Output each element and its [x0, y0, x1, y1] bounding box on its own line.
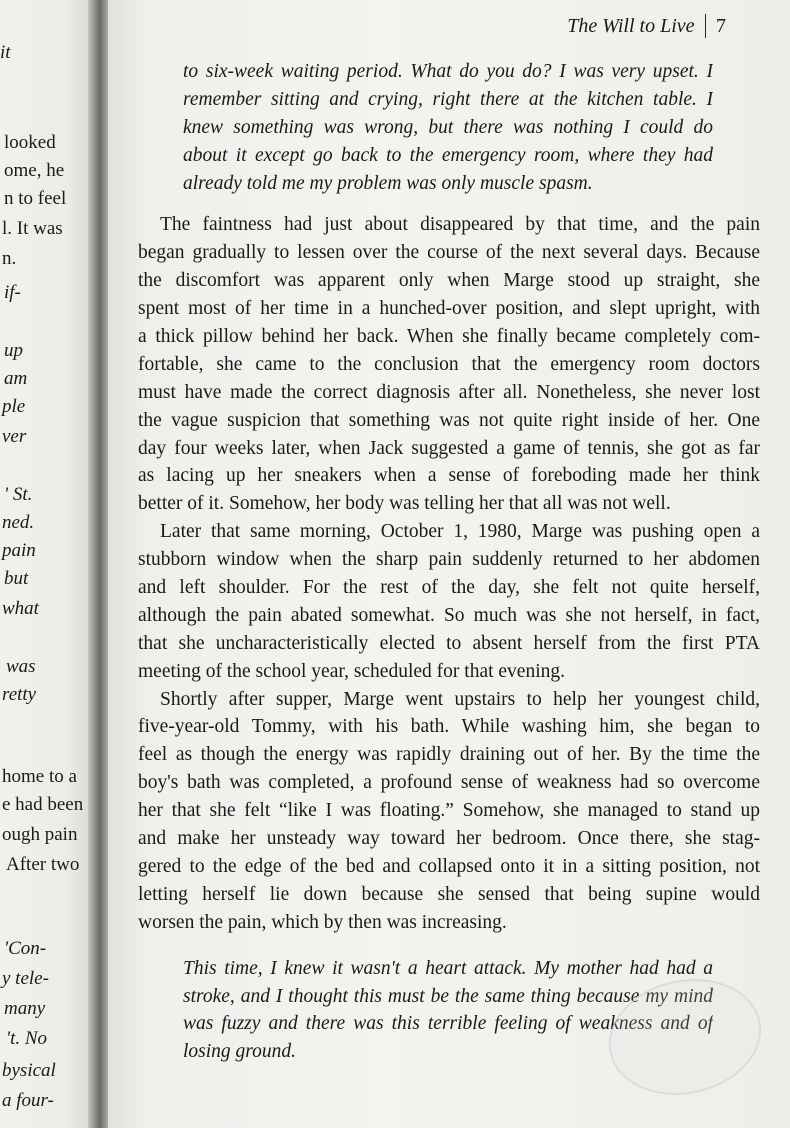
text-line: stubborn window when the sharp pain suddenly returned to her abdomen: [138, 549, 760, 571]
facing-page-text: ' St.: [4, 484, 33, 505]
text-line: that she uncharacteristically elected to absent herself from the first PTA: [138, 632, 760, 654]
paragraph-3: [138, 686, 760, 937]
facing-page-text: l. It was: [2, 218, 63, 239]
facing-page-text: ver: [2, 426, 27, 447]
text-line: better of it. Somehow, her body was telling her that all was not well.: [138, 493, 671, 515]
text-line: This time, I knew it wasn't a heart attack. My mother had had a: [183, 957, 713, 979]
text-line: remember sitting and crying, right there at the kitchen table. I: [183, 88, 713, 110]
text-line: to six-week waiting period. What do you do? I was very upset. I: [183, 61, 713, 82]
text-line: day four weeks later, when Jack suggested a game of tennis, she got as far: [138, 437, 760, 459]
facing-page-text: many: [4, 998, 46, 1019]
facing-page-text: ough pain: [2, 824, 78, 845]
text-line: her that she felt “like I was floating.” Somehow, she managed to stand up: [138, 800, 760, 822]
text-line: about it except go back to the emergency room, where they had: [183, 144, 713, 166]
text-line: stroke, and I thought this must be the same thing because my mind: [183, 985, 713, 1007]
text-line: losing ground.: [183, 1041, 297, 1063]
text-line: Shortly after supper, Marge went upstairs to help her youngest child,: [160, 688, 760, 710]
facing-page-text: if-: [4, 282, 21, 303]
text-line: and left shoulder. For the rest of the day, she felt not quite herself,: [138, 577, 760, 599]
text-line: The faintness had just about disappeared by that time, and the pain: [160, 214, 760, 236]
text-line: and make her unsteady way toward her bedroom. Once there, she stag-: [138, 828, 760, 850]
facing-page-text: 'Con-: [4, 938, 47, 959]
facing-page-text: ple: [2, 396, 26, 417]
text-line: meeting of the school year, scheduled for that evening.: [138, 660, 565, 682]
facing-page-text: 't. No: [6, 1028, 48, 1049]
facing-page-text: After two: [6, 854, 80, 875]
facing-page-text: up: [4, 340, 23, 361]
facing-page-text: n to feel: [4, 188, 67, 209]
facing-page-text: retty: [2, 684, 37, 705]
facing-page-text: it: [0, 42, 11, 63]
facing-page-text: bysical: [2, 1060, 56, 1081]
facing-page-text: y tele-: [2, 968, 49, 989]
text-line: the vague suspicion that something was not quite right inside of her. One: [138, 409, 760, 431]
running-head: [567, 14, 726, 38]
facing-page-text: n.: [2, 248, 17, 269]
text-line: already told me my problem was only muscle spasm.: [183, 172, 593, 194]
page-number: 7: [716, 14, 726, 37]
block-quote-1: [138, 58, 713, 197]
text-line: five-year-old Tommy, with his bath. While washing him, she began to: [138, 716, 760, 738]
text-line: was fuzzy and there was this terrible feeling of weakness and of: [183, 1013, 713, 1035]
facing-page-fragment: [0, 0, 96, 1128]
running-head-divider: [705, 14, 707, 38]
text-line: boy's bath was completed, a profound sense of weakness had so overcome: [138, 772, 760, 794]
text-line: spent most of her time in a hunched-over position, and slept upright, with: [138, 298, 760, 320]
running-head-title: The Will to Live: [567, 14, 695, 37]
facing-page-text: but: [4, 568, 29, 589]
text-line: the discomfort was apparent only when Marge stood up straight, she: [138, 270, 760, 292]
facing-page-text: am: [4, 368, 28, 389]
facing-page-text: pain: [2, 540, 36, 561]
text-line: although the pain abated somewhat. So much was she not herself, in fact,: [138, 604, 760, 626]
text-line: began gradually to lessen over the course of the next several days. Because: [138, 242, 760, 264]
body-text: [138, 58, 760, 1066]
book-page: [108, 0, 790, 1128]
text-line: must have made the correct diagnosis after all. Nonetheless, she never lost: [138, 381, 760, 403]
text-line: knew something was wrong, but there was nothing I could do: [183, 116, 713, 138]
facing-page-text: what: [2, 598, 39, 619]
paragraph-1: [138, 211, 760, 518]
text-line: feel as though the energy was rapidly draining out of her. By the time the: [138, 744, 760, 766]
text-line: Later that same morning, October 1, 1980, Marge was pushing open a: [160, 521, 760, 543]
facing-page-text: e had been: [2, 794, 84, 815]
paragraph-2: [138, 518, 760, 685]
facing-page-text: was: [6, 656, 36, 677]
facing-page-text: looked: [4, 132, 56, 153]
text-line: fortable, she came to the conclusion that the emergency room doctors: [138, 353, 760, 375]
facing-page-text: home to a: [2, 766, 77, 787]
text-line: as lacing up her sneakers when a sense of foreboding made her think: [138, 465, 760, 487]
text-line: worsen the pain, which by then was increasing.: [138, 911, 507, 933]
facing-page-text: ned.: [2, 512, 35, 533]
text-line: letting herself lie down because she sensed that being supine would: [138, 883, 760, 905]
facing-page-text: ome, he: [4, 160, 65, 181]
text-line: a thick pillow behind her back. When she finally became completely com-: [138, 326, 760, 348]
text-line: gered to the edge of the bed and collapsed onto it in a sitting position, not: [138, 855, 760, 877]
facing-page-text: a four-: [2, 1090, 54, 1111]
